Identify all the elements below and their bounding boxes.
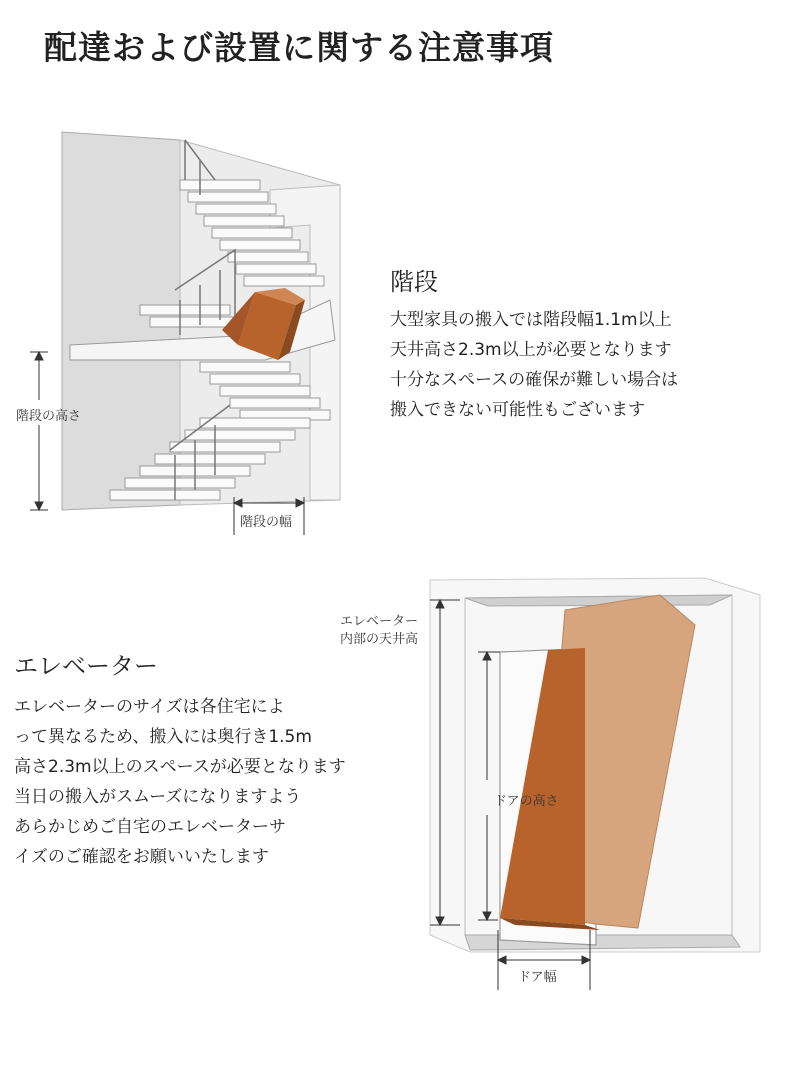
stairs-line-4: 搬入できない可能性もございます xyxy=(390,400,645,420)
stairs-line-3: 十分なスペースの確保が難しい場合は xyxy=(390,370,679,390)
elevator-line-5: あらかじめご自宅のエレベーターサ xyxy=(14,817,286,837)
elevator-line-2: って異なるため、搬入には奥行き1.5m xyxy=(14,727,312,747)
stairs-line-1: 大型家具の搬入では階段幅1.1m以上 xyxy=(390,310,672,330)
elevator-line-6: イズのご確認をお願いいたします xyxy=(14,847,269,867)
door-height-label: ドアの高さ xyxy=(494,794,559,809)
elevator-ceiling-label-1: エレベーター xyxy=(340,614,419,629)
elevator-description xyxy=(14,692,346,872)
stairs-description xyxy=(390,305,678,425)
elevator-line-3: 高さ2.3m以上のスペースが必要となります xyxy=(14,757,346,777)
elevator-ceiling-label-2: 内部の天井高 xyxy=(340,632,419,647)
stairs-heading: 階段 xyxy=(390,268,438,296)
page-title: 配達および設置に関する注意事項 xyxy=(44,28,554,67)
elevator-line-4: 当日の搬入がスムーズになりますよう xyxy=(14,787,302,807)
stairs-width-label: 階段の幅 xyxy=(240,515,293,530)
elevator-line-1: エレベーターのサイズは各住宅によ xyxy=(14,697,285,717)
door-width-label: ドア幅 xyxy=(518,970,557,985)
stairs-line-2: 天井高さ2.3m以上が必要となります xyxy=(390,340,672,360)
elevator-heading: エレベーター xyxy=(14,652,158,680)
stairs-height-label: 階段の高さ xyxy=(16,409,82,424)
elevator-illustration xyxy=(430,578,760,990)
